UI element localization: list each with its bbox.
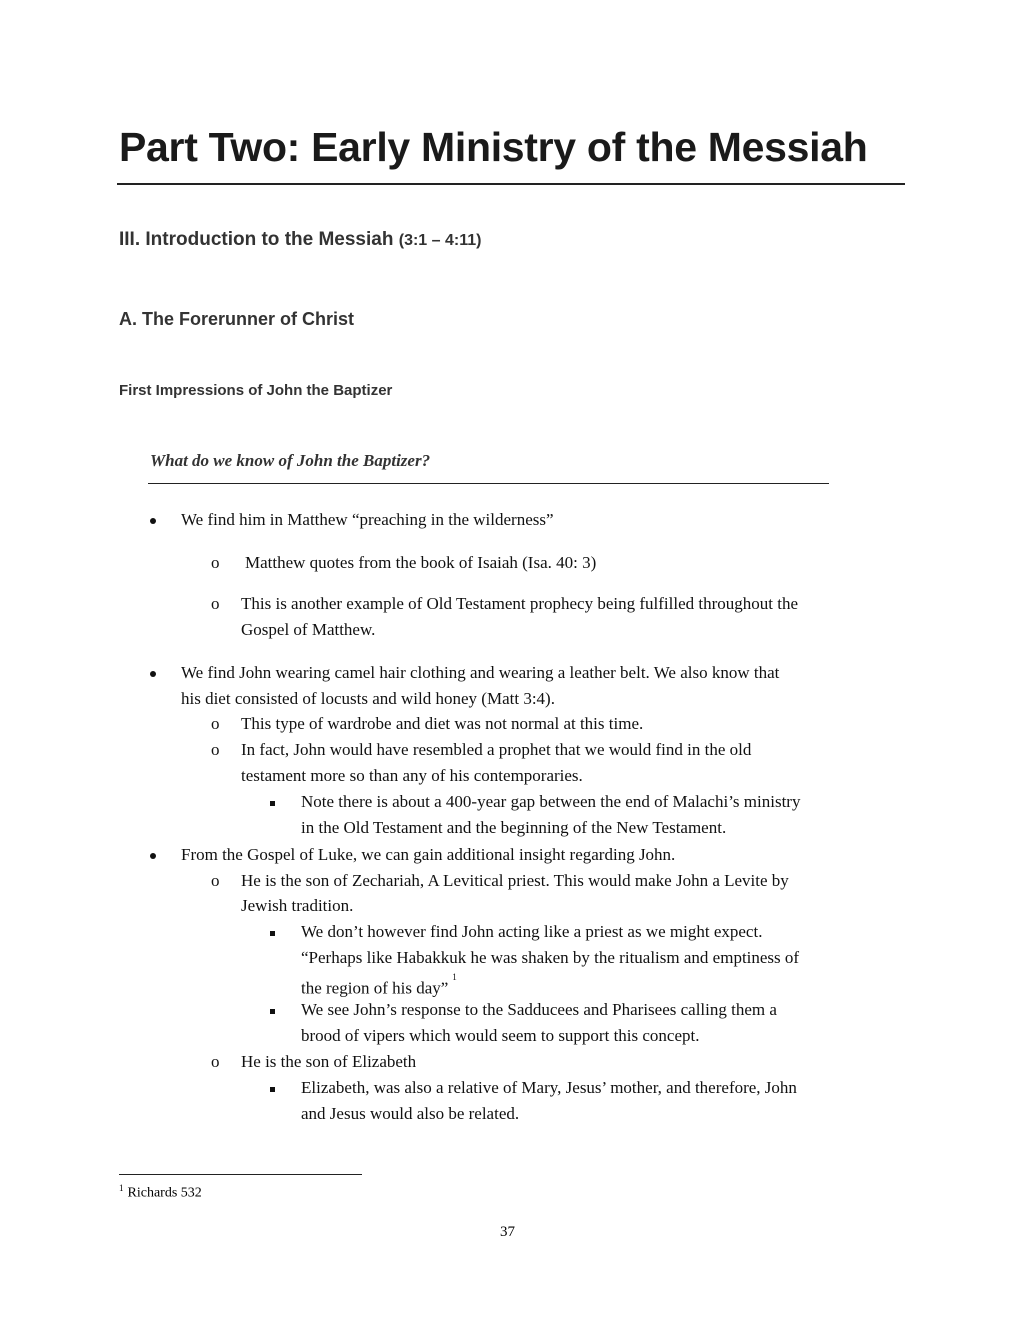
footnote-divider [119, 1174, 362, 1175]
square-bullet-icon [270, 919, 275, 945]
section-heading [119, 229, 481, 251]
bullet-dot-icon [150, 842, 156, 868]
list-item-line: Note there is about a 400-year gap between the end of Malachi’s ministry [301, 792, 801, 811]
footnote [119, 1183, 202, 1202]
page-number: 37 [500, 1224, 515, 1240]
quote-end-text: the region of his day” [301, 978, 449, 998]
square-bullet-icon [270, 1075, 275, 1101]
list-item-line: From the Gospel of Luke, we can gain additional insight regarding John. [181, 845, 676, 864]
minor-heading: First Impressions of John the Baptizer [119, 382, 393, 399]
footnote-text: Richards 532 [127, 1185, 202, 1201]
question-divider [148, 483, 829, 484]
list-item-line: Gospel of Matthew. [241, 620, 376, 639]
subsection-heading: A. The Forerunner of Christ [119, 309, 355, 329]
list-item-line: We find John wearing camel hair clothing and wearing a leather belt. We also know that [181, 663, 780, 682]
section-reference: (3:1 – 4:11) [398, 232, 482, 249]
list-item-line: This type of wardrobe and diet was not normal at this time. [241, 714, 644, 733]
square-bullet-icon [270, 997, 275, 1023]
list-item-line: and Jesus would also be related. [301, 1104, 520, 1123]
square-bullet-icon [270, 789, 275, 815]
bullet-dot-icon [150, 507, 156, 533]
title-divider [117, 183, 905, 185]
footnote-reference[interactable]: 1 [452, 972, 457, 982]
part-title: Part Two: Early Ministry of the Messiah [119, 124, 868, 170]
circle-bullet-icon: o [211, 740, 220, 759]
list-item-line: In fact, John would have resembled a prophet that we would find in the old [241, 740, 752, 759]
list-item-line: He is the son of Elizabeth [241, 1052, 417, 1071]
footnote-marker: 1 [119, 1183, 124, 1193]
list-item-line: He is the son of Zechariah, A Levitical priest. This would make John a Levite by [241, 871, 789, 890]
list-item-line: brood of vipers which would seem to support this concept. [301, 1026, 700, 1045]
bullet-dot-icon [150, 660, 156, 686]
circle-bullet-icon: o [211, 594, 220, 613]
circle-bullet-icon: o [211, 871, 220, 890]
question-heading: What do we know of John the Baptizer? [150, 451, 431, 470]
list-item-line: his diet consisted of locusts and wild honey (Matt 3:4). [181, 689, 555, 708]
list-item-line: This is another example of Old Testament prophecy being fulfilled throughout the [241, 594, 798, 613]
circle-bullet-icon: o [211, 553, 220, 572]
list-item-line: “Perhaps like Habakkuk he was shaken by the ritualism and emptiness of [301, 948, 800, 967]
list-item-line: We don’t however find John acting like a priest as we might expect. [301, 922, 763, 941]
list-item-line: Elizabeth, was also a relative of Mary, Jesus’ mother, and therefore, John [301, 1078, 797, 1097]
list-item-line: Jewish tradition. [241, 896, 354, 915]
list-item-line: Matthew quotes from the book of Isaiah (Isa. 40: 3) [245, 553, 597, 572]
circle-bullet-icon: o [211, 1052, 220, 1071]
list-item-line: in the Old Testament and the beginning of the New Testament. [301, 818, 727, 837]
list-item-line: We see John’s response to the Sadducees and Pharisees calling them a [301, 1000, 777, 1019]
list-item-line: We find him in Matthew “preaching in the wilderness” [181, 510, 554, 529]
section-heading-text: III. Introduction to the Messiah [119, 229, 394, 250]
list-item-line: testament more so than any of his contemporaries. [241, 766, 583, 785]
circle-bullet-icon: o [211, 714, 220, 733]
